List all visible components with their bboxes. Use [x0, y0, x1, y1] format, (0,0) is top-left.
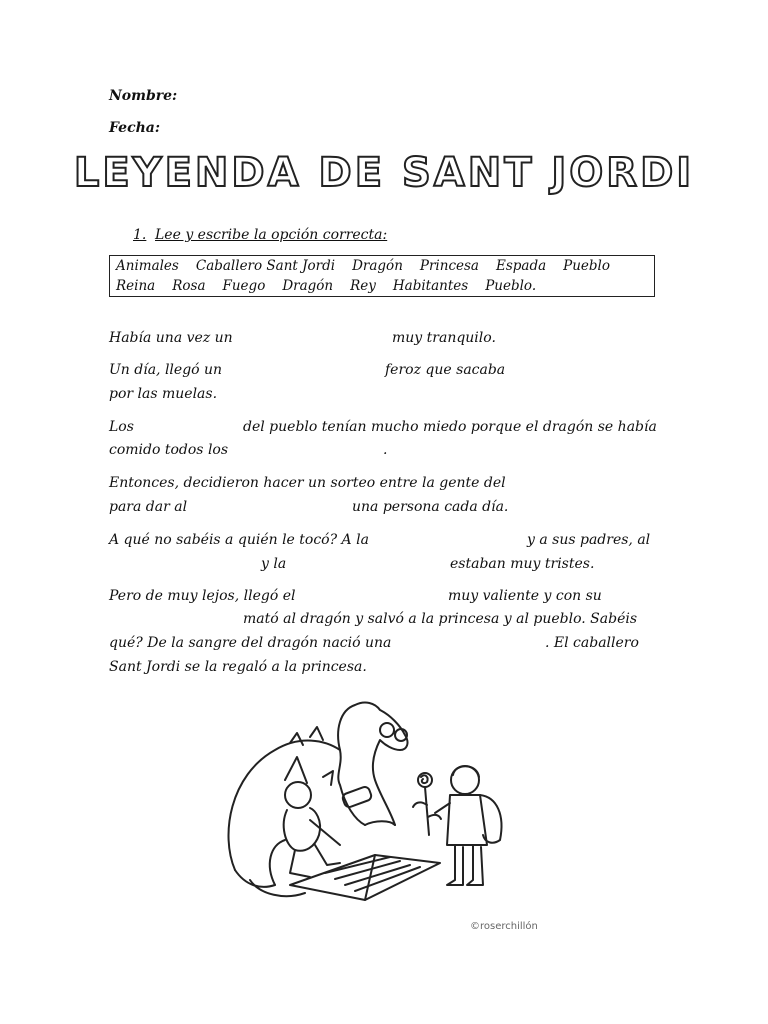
word-bank-item: Dragón — [282, 278, 334, 294]
word-bank-item: Habitantes — [392, 278, 469, 294]
story-text: Entonces, decidieron hacer un sorteo entre la gente del — [109, 475, 506, 491]
word-bank-item: Pueblo — [563, 258, 610, 274]
story-text: muy valiente y con su — [448, 588, 602, 604]
name-label: Nombre: — [109, 88, 178, 104]
word-bank-item: Animales — [116, 258, 179, 274]
word-bank-item: Pueblo. — [485, 278, 537, 294]
story-text: A qué no sabéis a quién le tocó? A la — [109, 532, 369, 548]
word-bank-item: Rey — [350, 278, 376, 294]
story-text: Sant Jordi se la regaló a la princesa. — [109, 659, 367, 675]
sant-jordi-illustration — [215, 695, 550, 940]
story-text: una persona cada día. — [352, 499, 509, 515]
story-text: feroz que sacaba — [385, 362, 506, 378]
date-label: Fecha: — [109, 120, 161, 136]
story-text: mató al dragón y salvó a la princesa y al pueblo. Sabéis — [243, 611, 638, 627]
page-title: LEYENDA DE SANT JORDI — [73, 150, 695, 196]
story-text: por las muelas. — [109, 386, 218, 402]
word-bank-row-1 — [116, 258, 627, 274]
story-text: . — [383, 442, 388, 458]
story-text: comido todos los — [109, 442, 229, 458]
story-text: muy tranquilo. — [392, 330, 496, 346]
story-text: Un día, llegó un — [109, 362, 223, 378]
word-bank-item: Fuego — [222, 278, 266, 294]
story-text: . El caballero — [545, 635, 639, 651]
word-bank-item: Dragón — [352, 258, 403, 274]
word-bank-row-2 — [116, 278, 553, 294]
story-text: y la — [261, 556, 287, 572]
story-text: estaban muy tristes. — [450, 556, 595, 572]
story-text: del pueblo tenían mucho miedo porque el dragón se había — [243, 419, 657, 435]
word-bank-item: Princesa — [419, 258, 479, 274]
exercise-number: 1. — [133, 227, 147, 243]
story-text: Había una vez un — [109, 330, 233, 346]
word-bank-item: Espada — [495, 258, 547, 274]
word-bank — [109, 255, 655, 297]
story-text: para dar al — [109, 499, 188, 515]
word-bank-item: Rosa — [172, 278, 206, 294]
story-text: qué? De la sangre del dragón nació una — [109, 635, 392, 651]
word-bank-item: Caballero Sant Jordi — [195, 258, 336, 274]
story-text: y a sus padres, al — [527, 532, 651, 548]
story-text: Los — [109, 419, 134, 435]
exercise-instruction: Lee y escribe la opción correcta: — [155, 227, 388, 243]
story-text: Pero de muy lejos, llegó el — [109, 588, 296, 604]
illustration-credit: ©roserchillón — [470, 921, 538, 932]
word-bank-item: Reina — [116, 278, 156, 294]
